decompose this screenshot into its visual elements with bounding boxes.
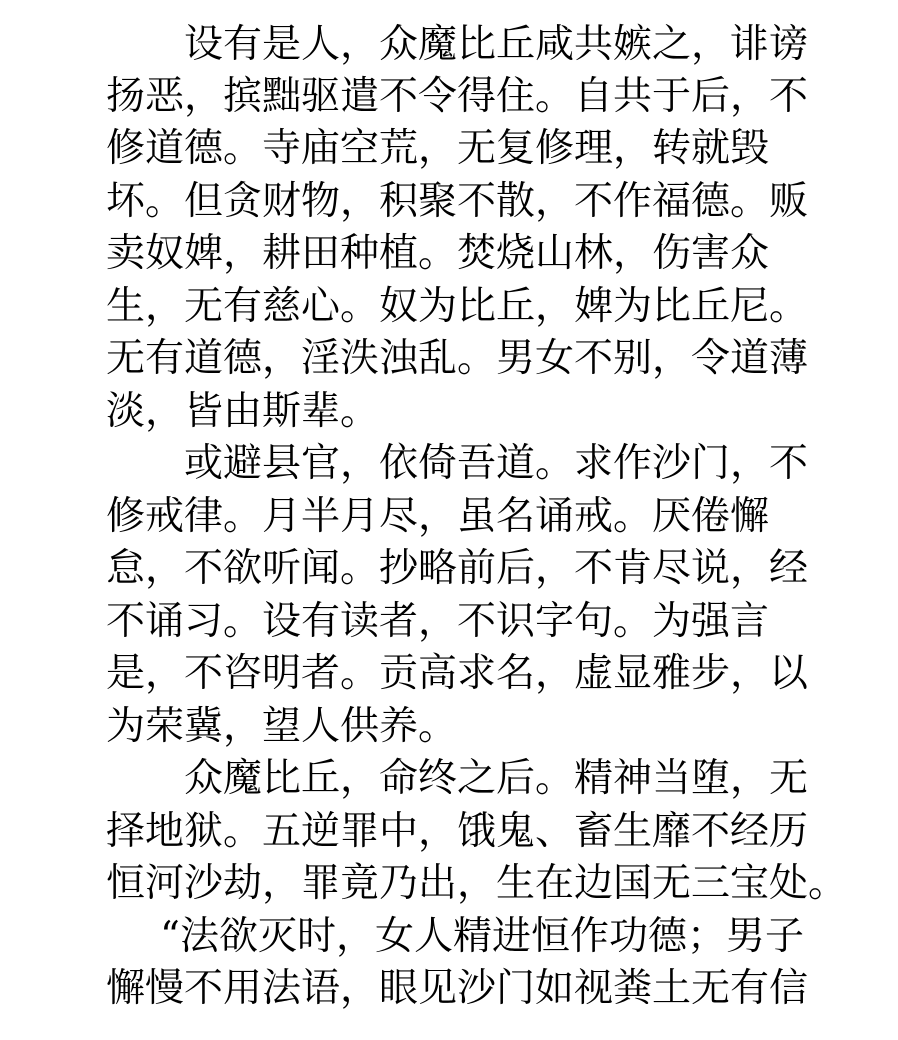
text-line-5: 卖奴婢，耕田种植。焚烧山林，伤害众 [106,231,770,276]
text-line-17: 恒河沙劫，罪竟乃出，生在边国无三宝处。 [106,861,848,906]
text-line-3: 修道德。寺庙空荒，无复修理，转就毁 [106,126,770,171]
text-line-15: 众魔比丘，命终之后。精神当堕，无 [184,756,809,801]
text-line-11: 怠，不欲听闻。抄略前后，不肯尽说，经 [106,546,809,591]
text-line-16: 择地狱。五逆罪中，饿鬼、畜生靡不经历 [106,809,809,854]
text-line-2: 扬恶，摈黜驱遣不令得住。自共于后，不 [106,74,809,119]
text-line-1: 设有是人，众魔比丘咸共嫉之，诽谤 [184,22,809,67]
text-line-4: 坏。但贪财物，积聚不散，不作福德。贩 [106,179,809,224]
text-line-12: 不诵习。设有读者，不识字句。为强言 [106,599,770,644]
text-line-18: “法欲灭时，女人精进恒作功德；男子 [160,914,804,959]
text-line-8: 淡，皆由斯辈。 [106,389,380,434]
text-line-13: 是，不咨明者。贡高求名，虚显雅步，以 [106,651,809,696]
text-line-9: 或避县官，依倚吾道。求作沙门，不 [184,441,809,486]
text-line-14: 为荣冀，望人供养。 [106,704,458,749]
text-line-6: 生，无有慈心。奴为比丘，婢为比丘尼。 [106,284,809,329]
text-line-7: 无有道德，淫泆浊乱。男女不别，令道薄 [106,336,809,381]
text-line-10: 修戒律。月半月尽，虽名诵戒。厌倦懈 [106,494,770,539]
text-line-19: 懈慢不用法语，眼见沙门如视粪土无有信 [106,966,809,1011]
